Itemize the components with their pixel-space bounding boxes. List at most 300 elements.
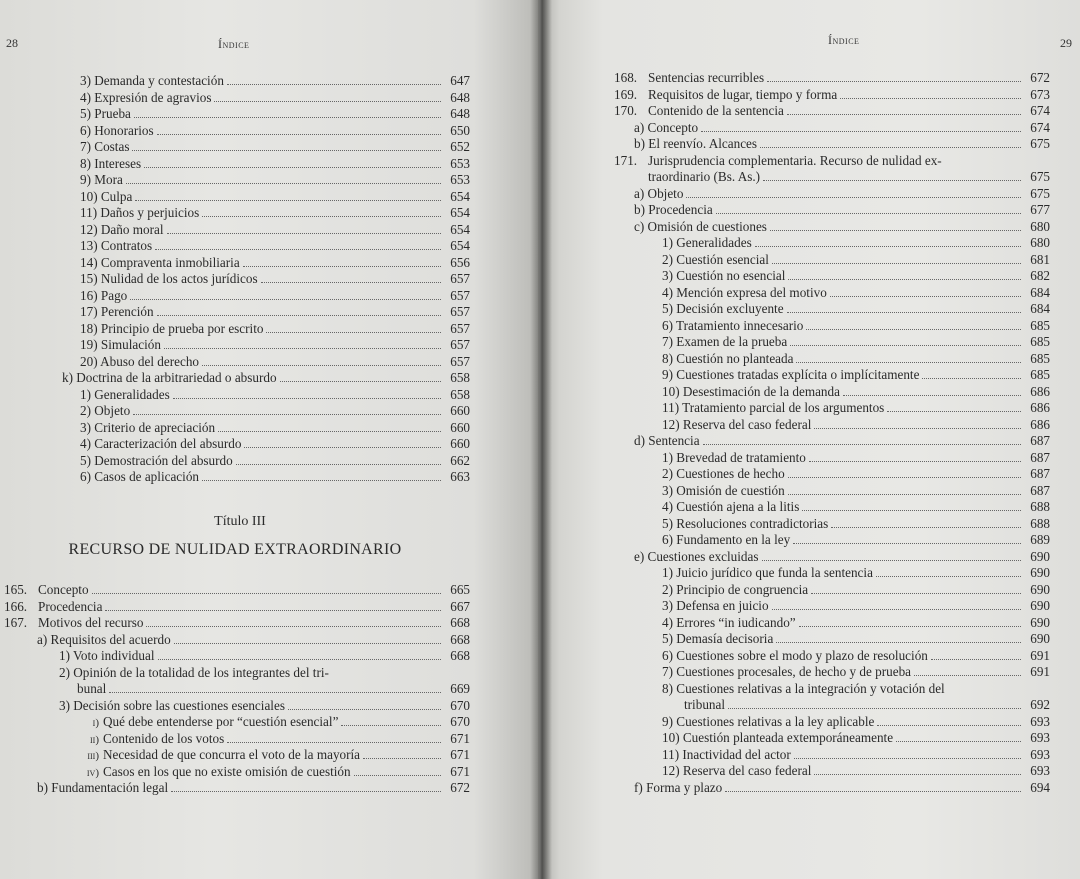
entry-page-number: 686 <box>1030 416 1050 432</box>
dot-leader <box>133 404 441 415</box>
running-head: Índice <box>828 33 860 47</box>
entry-number: 167. <box>4 615 28 630</box>
entry-label: 2) Cuestión esencial <box>662 251 769 267</box>
dot-leader <box>134 107 441 118</box>
entry-page-number: 690 <box>1030 631 1050 646</box>
entry-label: 3) Defensa en juicio <box>662 598 769 613</box>
entry-label: 7) Examen de la prueba <box>662 334 788 349</box>
toc-entry <box>60 370 470 387</box>
dot-leader <box>354 765 441 776</box>
entry-page-number: 684 <box>1030 301 1050 316</box>
entry-page-number: 685 <box>1030 334 1050 349</box>
entry-page-number: 652 <box>450 139 470 154</box>
dot-leader <box>686 187 1021 198</box>
entry-label: 2) Objeto <box>80 403 131 418</box>
dot-leader <box>802 500 1021 511</box>
entry-page-number: 681 <box>1030 251 1050 267</box>
dot-leader <box>288 699 441 710</box>
entry-page-number: 674 <box>1030 103 1050 118</box>
dot-leader <box>830 286 1021 297</box>
toc-entry <box>4 582 470 599</box>
dot-leader <box>725 781 1021 792</box>
toc-entry <box>614 499 1050 516</box>
dot-leader <box>914 665 1021 676</box>
entry-label: b) El reenvío. Alcances <box>634 136 758 151</box>
toc-entry <box>60 288 470 305</box>
entry-page-number: 685 <box>1030 317 1050 333</box>
dot-leader <box>164 338 441 349</box>
entry-label: 6) Honorarios <box>80 122 154 138</box>
toc-entry <box>614 549 1050 566</box>
section-title <box>20 514 460 530</box>
entry-label: 8) Cuestiones relativas a la integración y votación del <box>662 680 945 696</box>
entry-label: 1) Generalidades <box>80 386 170 402</box>
entry-label: a) Objeto <box>634 185 684 201</box>
running-head: Índice <box>218 37 250 51</box>
entry-label: 13) Contratos <box>80 238 153 253</box>
toc-entry <box>614 384 1050 401</box>
entry-label: 10) Desestimación de la demanda <box>662 383 840 399</box>
entry-label: Jurisprudencia complementaria. Recurso de nulidad ex- <box>648 152 942 168</box>
toc-entry <box>614 664 1050 681</box>
dot-leader <box>793 533 1021 544</box>
toc-entry <box>614 483 1050 500</box>
entry-page-number: 670 <box>450 714 470 729</box>
entry-page-number: 693 <box>1030 730 1050 745</box>
toc-entry <box>60 321 470 338</box>
toc-entry <box>614 747 1050 764</box>
dot-leader <box>202 355 441 366</box>
entry-page-number: 680 <box>1030 235 1050 250</box>
toc-entry <box>614 631 1050 648</box>
toc-entry <box>60 139 470 156</box>
entry-page-number: 648 <box>450 106 470 121</box>
toc-entry <box>60 172 470 189</box>
entry-page-number: 674 <box>1030 119 1050 135</box>
entry-label: 10) Cuestión planteada extemporáneamente <box>662 730 894 745</box>
entry-label: 18) Principio de prueba por escrito <box>80 320 264 336</box>
entry-page-number: 647 <box>450 73 470 88</box>
entry-label: 3) Demanda y contestación <box>80 73 224 88</box>
entry-label: 17) Perención <box>80 304 154 319</box>
entry-page-number: 663 <box>450 469 470 484</box>
toc-entry <box>614 87 1050 104</box>
toc-entry <box>614 730 1050 747</box>
entry-page-number: 692 <box>1030 697 1050 712</box>
entry-page-number: 686 <box>1030 400 1050 415</box>
dot-leader <box>227 732 441 743</box>
dot-leader <box>922 368 1021 379</box>
toc-entry <box>4 632 470 649</box>
dot-leader <box>790 335 1021 346</box>
toc-entry <box>614 136 1050 153</box>
entry-page-number: 693 <box>1030 746 1050 762</box>
entry-label: Necesidad de que concurra el voto de la mayoría <box>103 747 361 762</box>
dot-leader <box>243 256 441 267</box>
entry-page-number: 677 <box>1030 202 1050 217</box>
dot-leader <box>266 322 441 333</box>
entry-label: 4) Errores “in iudicando” <box>662 614 796 630</box>
entry-label: 6) Casos de aplicación <box>80 469 200 484</box>
entry-label: Requisitos de lugar, tiempo y forma <box>648 86 838 102</box>
entry-page-number: 671 <box>450 763 470 779</box>
entry-page-number: 653 <box>450 172 470 187</box>
toc-entry <box>4 747 470 764</box>
entry-label: 1) Generalidades <box>662 235 752 250</box>
toc-entry <box>4 780 470 797</box>
toc-entry <box>60 222 470 239</box>
entry-page-number: 687 <box>1030 449 1050 465</box>
entry-page-number: 657 <box>450 304 470 319</box>
entry-label: 5) Resoluciones contradictorias <box>662 515 829 531</box>
dot-leader <box>887 401 1021 412</box>
dot-leader <box>931 649 1021 660</box>
dot-leader <box>787 302 1021 313</box>
toc-entry <box>60 189 470 206</box>
entry-label: 5) Decisión excluyente <box>662 301 784 316</box>
book-gutter <box>530 0 552 879</box>
entry-page-number: 662 <box>450 452 470 468</box>
toc-entry <box>614 400 1050 417</box>
entry-page-number: 684 <box>1030 284 1050 300</box>
entry-page-number: 688 <box>1030 499 1050 514</box>
dot-leader <box>701 121 1021 132</box>
dot-leader <box>772 599 1021 610</box>
dot-leader <box>716 203 1021 214</box>
entry-label: 15) Nulidad de los actos jurídicos <box>80 271 258 286</box>
entry-label: b) Fundamentación legal <box>37 780 169 795</box>
toc-entry <box>614 169 1050 186</box>
dot-leader <box>811 583 1021 594</box>
dot-leader <box>772 253 1021 264</box>
dot-leader <box>796 352 1021 363</box>
toc-list <box>4 582 470 797</box>
title-label: Título III <box>214 514 266 529</box>
toc-entry <box>60 436 470 453</box>
entry-label: a) Requisitos del acuerdo <box>37 631 171 647</box>
entry-page-number: 654 <box>450 205 470 220</box>
entry-page-number: 665 <box>450 582 470 597</box>
entry-page-number: 685 <box>1030 350 1050 366</box>
entry-label: 8) Intereses <box>80 155 142 171</box>
entry-page-number: 654 <box>450 238 470 253</box>
entry-page-number: 657 <box>450 287 470 303</box>
entry-number: 170. <box>614 103 638 118</box>
entry-label: 1) Brevedad de tratamiento <box>662 449 806 465</box>
entry-number: 168. <box>614 70 638 85</box>
toc-entry <box>60 354 470 371</box>
toc-entry <box>614 252 1050 269</box>
toc-entry <box>614 681 1050 698</box>
toc-entry <box>60 271 470 288</box>
toc-entry <box>614 697 1050 714</box>
dot-leader <box>132 140 441 151</box>
entry-roman-numeral: ii) <box>90 733 99 746</box>
entry-label: 3) Decisión sobre las cuestiones esenciales <box>59 697 285 713</box>
dot-leader <box>109 682 441 693</box>
dot-leader <box>130 289 441 300</box>
dot-leader <box>341 715 441 726</box>
toc-entry <box>60 255 470 272</box>
dot-leader <box>760 137 1021 148</box>
entry-roman-numeral: iv) <box>86 766 99 779</box>
toc-entry <box>614 565 1050 582</box>
dot-leader <box>174 633 441 644</box>
dot-leader <box>770 220 1021 231</box>
toc-entry <box>614 186 1050 203</box>
entry-label: 12) Daño moral <box>80 221 164 237</box>
entry-page-number: 675 <box>1030 136 1050 151</box>
entry-label: f) Forma y plazo <box>634 779 723 795</box>
dot-leader <box>755 236 1021 247</box>
toc-entry <box>614 466 1050 483</box>
dot-leader <box>218 421 441 432</box>
toc-entry <box>60 469 470 486</box>
entry-page-number: 690 <box>1030 598 1050 613</box>
entry-label: 4) Caracterización del absurdo <box>80 436 242 451</box>
entry-label: 11) Inactividad del actor <box>662 746 791 762</box>
toc-entry <box>60 90 470 107</box>
dot-leader <box>173 388 441 399</box>
entry-label: 2) Cuestiones de hecho <box>662 466 785 481</box>
entry-page-number: 654 <box>450 188 470 204</box>
entry-page-number: 675 <box>1030 169 1050 184</box>
toc-entry <box>614 153 1050 170</box>
entry-label: a) Concepto <box>634 119 699 135</box>
toc-entry <box>614 268 1050 285</box>
toc-entry <box>614 714 1050 731</box>
dot-leader <box>202 206 441 217</box>
entry-page-number: 660 <box>450 419 470 435</box>
entry-page-number: 689 <box>1030 532 1050 547</box>
dot-leader <box>146 616 441 627</box>
dot-leader <box>135 190 441 201</box>
toc-entry <box>4 764 470 781</box>
entry-label: 7) Costas <box>80 139 130 154</box>
entry-page-number: 648 <box>450 89 470 105</box>
entry-page-number: 691 <box>1030 647 1050 663</box>
entry-page-number: 694 <box>1030 779 1050 795</box>
dot-leader <box>762 550 1021 561</box>
entry-number: 171. <box>614 152 638 168</box>
entry-label: 16) Pago <box>80 287 128 303</box>
toc-entry <box>614 433 1050 450</box>
entry-label: 12) Reserva del caso federal <box>662 416 812 432</box>
toc-entry <box>614 285 1050 302</box>
entry-page-number: 657 <box>450 271 470 286</box>
dot-leader <box>776 632 1021 643</box>
toc-entry <box>60 238 470 255</box>
toc-entry <box>614 598 1050 615</box>
entry-page-number: 670 <box>450 697 470 713</box>
toc-entry <box>60 156 470 173</box>
dot-leader <box>840 88 1021 99</box>
entry-label: 9) Cuestiones relativas a la ley aplicable <box>662 713 875 729</box>
page-number: 29 <box>1060 36 1072 50</box>
entry-page-number: 680 <box>1030 218 1050 234</box>
entry-number: 166. <box>4 598 28 614</box>
entry-label: Contenido de los votos <box>103 730 225 746</box>
entry-roman-numeral: iii) <box>87 750 99 762</box>
entry-label: 3) Omisión de cuestión <box>662 482 785 498</box>
toc-entry <box>614 301 1050 318</box>
dot-leader <box>728 698 1021 709</box>
dot-leader <box>167 223 442 234</box>
toc-entry <box>4 665 470 682</box>
right-page <box>538 0 1080 879</box>
entry-label: 11) Daños y perjuicios <box>80 205 200 220</box>
entry-page-number: 668 <box>450 631 470 647</box>
toc-entry <box>60 453 470 470</box>
entry-label: Casos en los que no existe omisión de cuestión <box>103 763 351 779</box>
entry-page-number: 693 <box>1030 763 1050 778</box>
dot-leader <box>155 239 441 250</box>
toc-entry <box>4 615 470 632</box>
entry-label: 2) Opinión de la totalidad de los integrantes del tri- <box>59 664 329 680</box>
entry-page-number: 688 <box>1030 515 1050 531</box>
dot-leader <box>261 272 441 283</box>
entry-label: 19) Simulación <box>80 337 161 352</box>
entry-page-number: 687 <box>1030 433 1050 448</box>
toc-entry <box>60 123 470 140</box>
dot-leader <box>363 748 441 759</box>
toc-entry <box>614 582 1050 599</box>
dot-leader <box>105 600 441 611</box>
entry-label: 5) Demostración del absurdo <box>80 452 233 468</box>
entry-page-number: 671 <box>450 747 470 762</box>
entry-label: 6) Fundamento en la ley <box>662 532 791 547</box>
dot-leader <box>171 781 441 792</box>
entry-page-number: 672 <box>450 780 470 795</box>
dot-leader <box>763 170 1021 181</box>
toc-entry <box>614 318 1050 335</box>
entry-page-number: 690 <box>1030 548 1050 564</box>
toc-list <box>60 73 470 486</box>
dot-leader <box>896 731 1021 742</box>
entry-label: 9) Mora <box>80 172 123 187</box>
dot-leader <box>157 124 441 135</box>
dot-leader <box>799 616 1021 627</box>
entry-page-number: 687 <box>1030 482 1050 498</box>
entry-label: tribunal <box>684 697 726 712</box>
section-heading: RECURSO DE NULIDAD EXTRAORDINARIO <box>68 541 402 558</box>
entry-label: k) Doctrina de la arbitrariedad o absurdo <box>62 370 277 385</box>
toc-entry <box>614 235 1050 252</box>
toc-entry <box>60 387 470 404</box>
dot-leader <box>157 305 441 316</box>
entry-label: 20) Abuso del derecho <box>80 353 200 369</box>
entry-label: 9) Cuestiones tratadas explícita o implícitamente <box>662 367 920 382</box>
entry-page-number: 657 <box>450 320 470 336</box>
entry-page-number: 671 <box>450 730 470 746</box>
toc-entry <box>614 450 1050 467</box>
dot-leader <box>787 104 1021 115</box>
entry-label: c) Omisión de cuestiones <box>634 218 767 234</box>
entry-page-number: 660 <box>450 403 470 418</box>
dot-leader <box>202 470 441 481</box>
entry-label: d) Sentencia <box>634 433 700 448</box>
entry-page-number: 667 <box>450 598 470 614</box>
dot-leader <box>876 566 1021 577</box>
toc-entry <box>614 532 1050 549</box>
toc-entry <box>614 516 1050 533</box>
dot-leader <box>92 583 441 594</box>
dot-leader <box>158 649 442 660</box>
entry-label: 5) Prueba <box>80 106 131 121</box>
entry-page-number: 656 <box>450 254 470 270</box>
entry-page-number: 672 <box>1030 70 1050 85</box>
entry-page-number: 657 <box>450 353 470 369</box>
page-number: 28 <box>6 36 18 50</box>
toc-entry <box>60 205 470 222</box>
entry-page-number: 690 <box>1030 614 1050 630</box>
dot-leader <box>814 418 1021 429</box>
dot-leader <box>877 715 1021 726</box>
entry-number: 165. <box>4 582 28 597</box>
entry-label: 10) Culpa <box>80 188 133 204</box>
dot-leader <box>144 157 441 168</box>
entry-label: Procedencia <box>38 598 103 614</box>
toc-list <box>614 70 1050 796</box>
dot-leader <box>809 451 1021 462</box>
dot-leader <box>126 173 441 184</box>
toc-entry <box>614 615 1050 632</box>
entry-label: bunal <box>77 681 107 696</box>
entry-page-number: 685 <box>1030 367 1050 382</box>
entry-label: Qué debe entenderse por “cuestión esencial” <box>103 714 339 729</box>
entry-page-number: 654 <box>450 221 470 237</box>
toc-entry <box>614 334 1050 351</box>
entry-label: 14) Compraventa inmobiliaria <box>80 254 240 270</box>
toc-entry <box>60 337 470 354</box>
dot-leader <box>280 371 441 382</box>
toc-entry <box>60 304 470 321</box>
entry-label: 8) Cuestión no planteada <box>662 350 794 366</box>
toc-entry <box>60 420 470 437</box>
entry-label: Sentencias recurribles <box>648 70 765 85</box>
dot-leader <box>831 517 1021 528</box>
toc-entry <box>614 367 1050 384</box>
toc-entry <box>614 219 1050 236</box>
toc-entry <box>4 731 470 748</box>
toc-entry <box>614 417 1050 434</box>
toc-entry <box>614 351 1050 368</box>
dot-leader <box>806 319 1021 330</box>
entry-page-number: 673 <box>1030 86 1050 102</box>
entry-page-number: 650 <box>450 122 470 138</box>
toc-entry <box>614 70 1050 87</box>
toc-entry <box>614 780 1050 797</box>
entry-label: Contenido de la sentencia <box>648 103 784 118</box>
toc-entry <box>614 648 1050 665</box>
entry-label: 12) Reserva del caso federal <box>662 763 812 778</box>
toc-entry <box>4 698 470 715</box>
entry-label: 3) Cuestión no esencial <box>662 268 786 283</box>
entry-roman-numeral: i) <box>92 717 99 729</box>
entry-page-number: 687 <box>1030 466 1050 481</box>
entry-label: 3) Criterio de apreciación <box>80 419 216 435</box>
entry-page-number: 690 <box>1030 581 1050 597</box>
dot-leader <box>214 91 441 102</box>
toc-entry <box>4 714 470 731</box>
entry-label: 5) Demasía decisoria <box>662 631 774 646</box>
left-page <box>0 0 538 879</box>
toc-entry <box>614 763 1050 780</box>
entry-label: 2) Principio de congruencia <box>662 581 809 597</box>
entry-page-number: 682 <box>1030 268 1050 283</box>
toc-entry <box>614 202 1050 219</box>
dot-leader <box>788 467 1021 478</box>
